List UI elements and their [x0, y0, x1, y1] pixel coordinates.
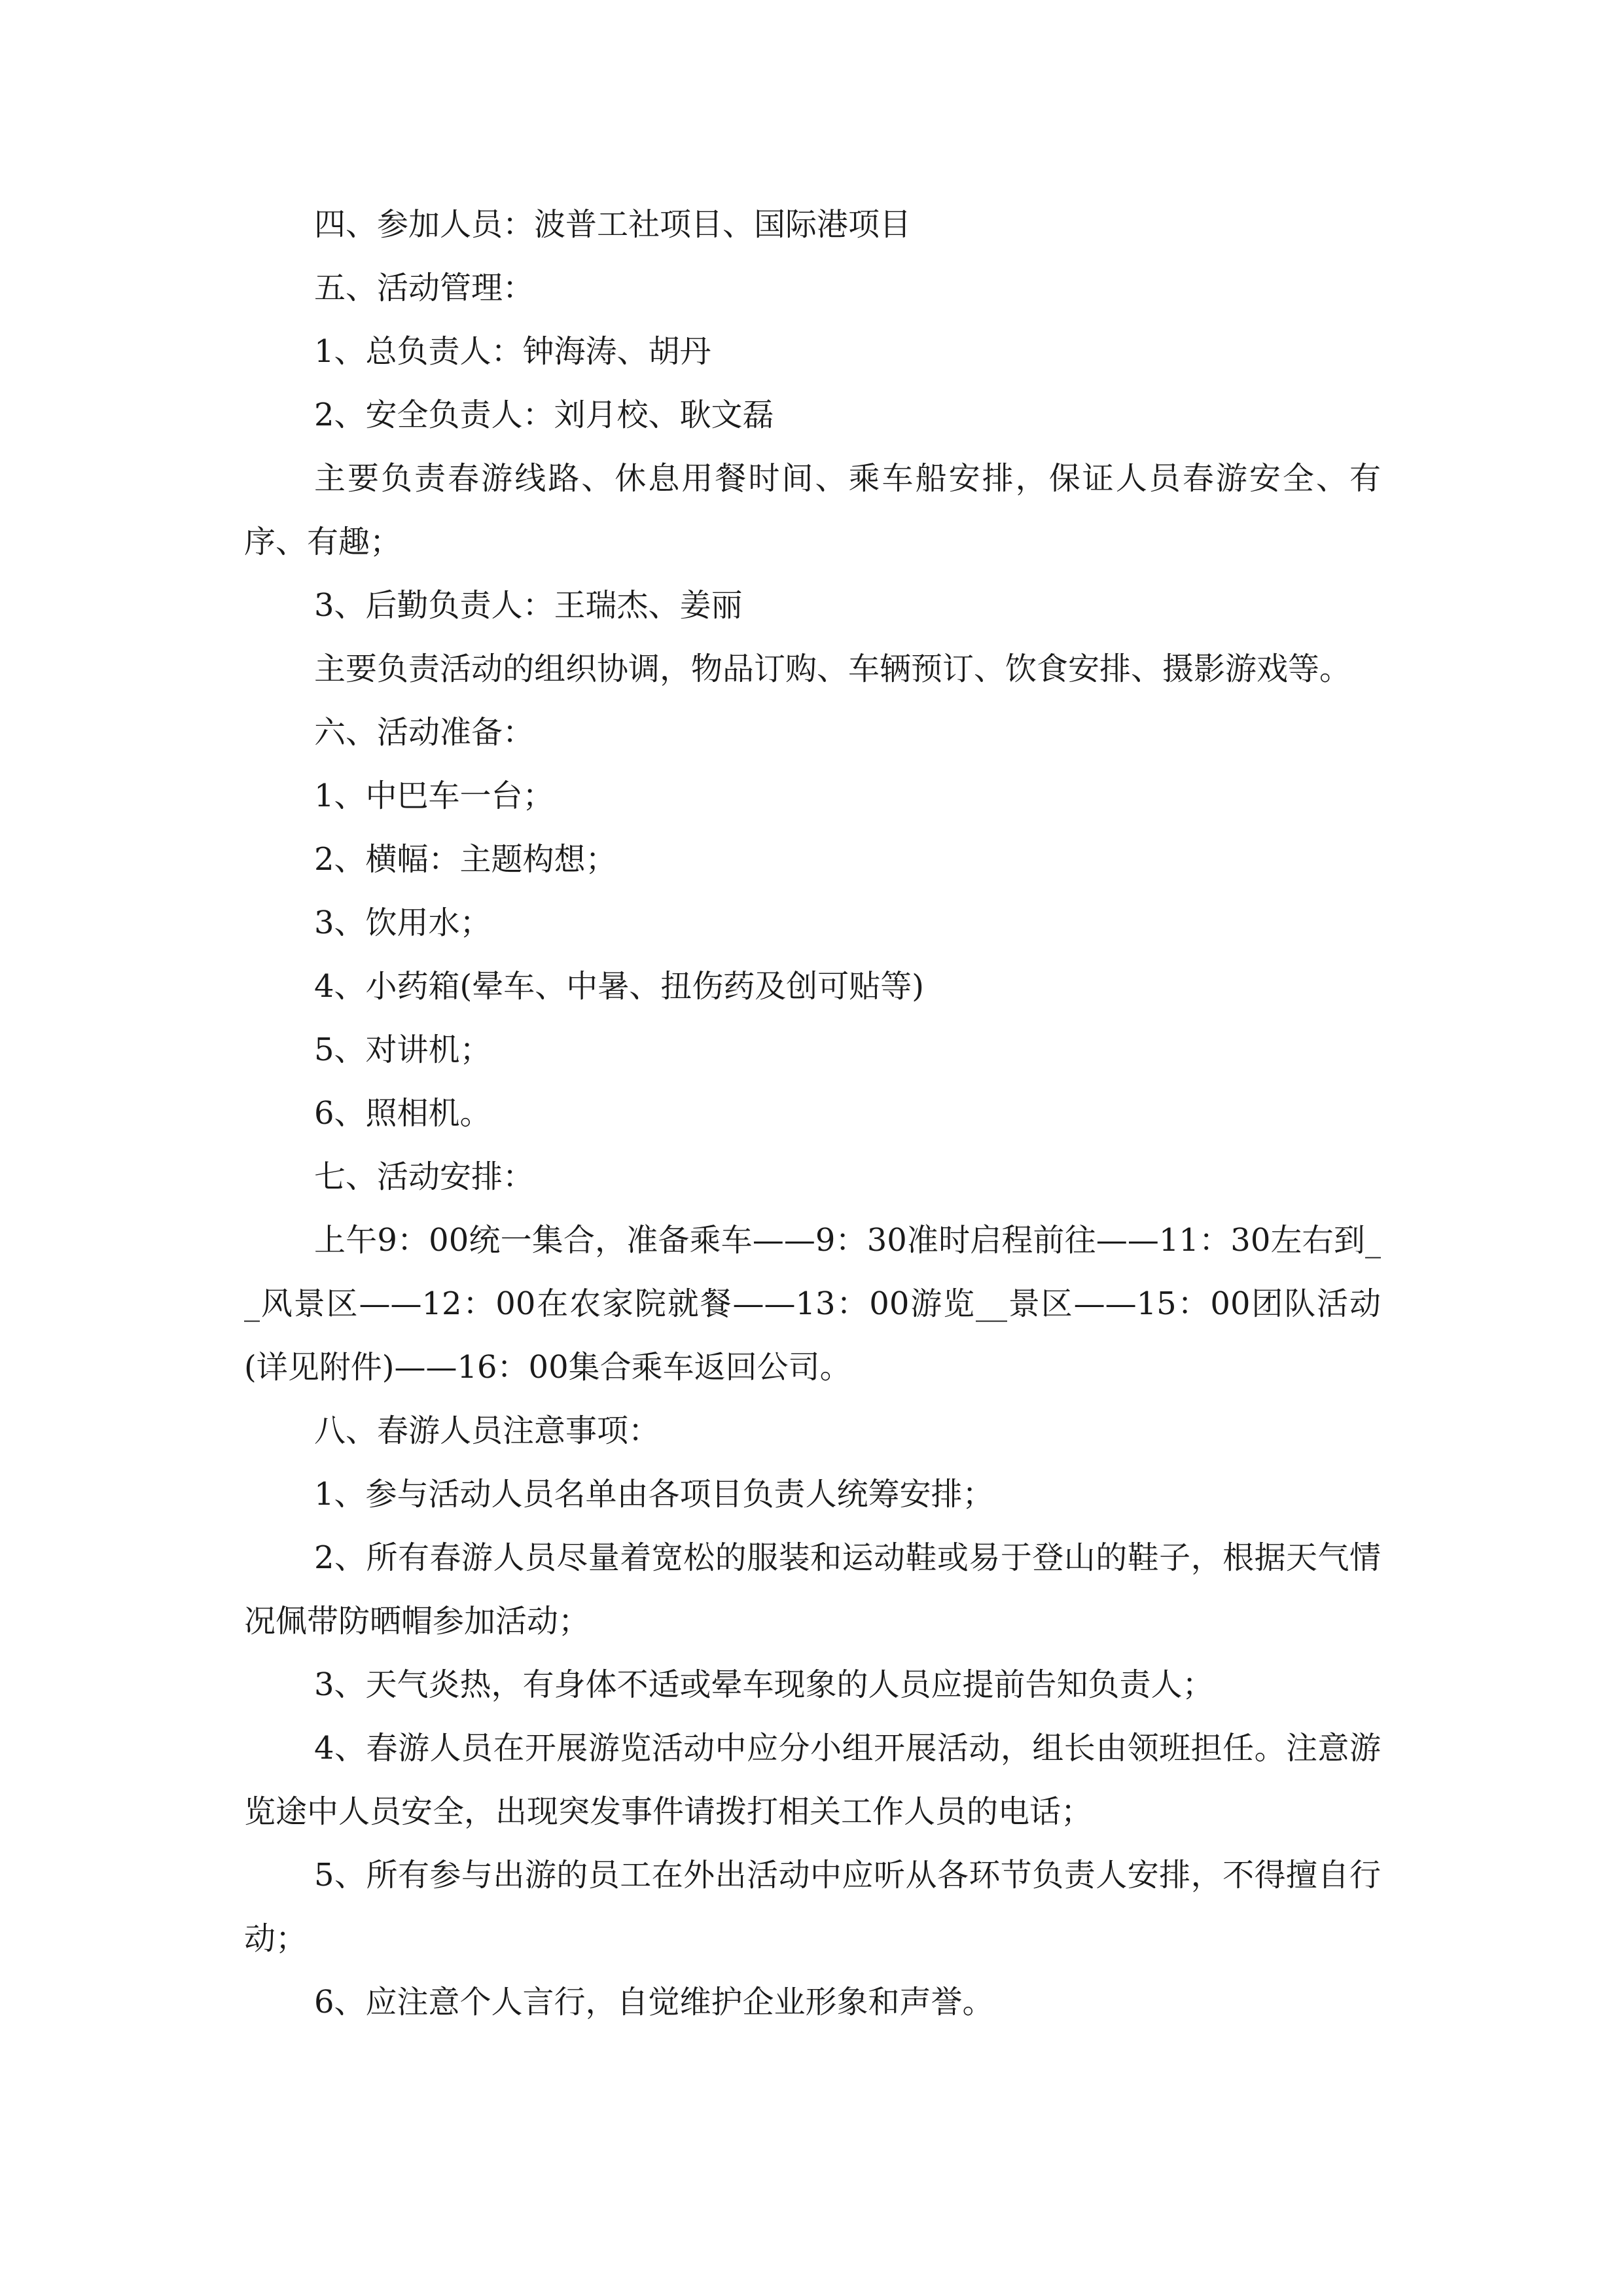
list-item: 3、后勤负责人：王瑞杰、姜丽 — [314, 587, 743, 624]
list-item: 3、天气炎热，有身体不适或晕车现象的人员应提前告知负责人； — [314, 1666, 1214, 1703]
paragraph-schedule: 上午9：00统一集合，准备乘车——9：30准时启程前往——11：30左右到__风景区——12：00在农家院就餐——13：00游览__景区——15：00团队活动(详见附件)——16：00集合乘车返回公司。 — [244, 1222, 1381, 1386]
list-item: 1、参与活动人员名单由各项目负责人统筹安排； — [314, 1476, 994, 1513]
document-body — [244, 193, 1381, 2034]
list-item: 6、应注意个人言行，自觉维护企业形象和声誉。 — [314, 1984, 994, 2020]
section-heading-schedule: 七、活动安排： — [314, 1158, 535, 1195]
paragraph: 主要负责春游线路、休息用餐时间、乘车船安排，保证人员春游安全、有序、有趣； — [244, 460, 1381, 560]
section-heading-notes: 八、春游人员注意事项： — [314, 1412, 660, 1449]
list-item: 5、对讲机； — [314, 1031, 491, 1068]
list-item: 4、春游人员在开展游览活动中应分小组开展活动，组长由领班担任。注意游览途中人员安全，出现突发事件请拨打相关工作人员的电话； — [244, 1730, 1381, 1830]
section-heading-participants: 四、参加人员：波普工社项目、国际港项目 — [314, 206, 912, 243]
list-item: 2、安全负责人：刘月校、耿文磊 — [314, 397, 774, 433]
section-heading-management: 五、活动管理： — [314, 270, 535, 306]
list-item: 6、照相机。 — [314, 1095, 491, 1132]
list-item: 1、总负责人：钟海涛、胡丹 — [314, 333, 711, 370]
list-item: 4、小药箱(晕车、中暑、扭伤药及创可贴等) — [314, 968, 924, 1005]
list-item: 5、所有参与出游的员工在外出活动中应听从各环节负责人安排，不得擅自行动； — [244, 1857, 1381, 1957]
section-heading-preparation: 六、活动准备： — [314, 714, 535, 751]
list-item: 3、饮用水； — [314, 905, 491, 941]
list-item: 1、中巴车一台； — [314, 778, 554, 814]
list-item: 2、横幅：主题构想； — [314, 841, 617, 878]
list-item: 2、所有春游人员尽量着宽松的服装和运动鞋或易于登山的鞋子，根据天气情况佩带防晒帽参加活动； — [244, 1539, 1381, 1640]
paragraph: 主要负责活动的组织协调，物品订购、车辆预订、饮食安排、摄影游戏等。 — [314, 651, 1351, 687]
